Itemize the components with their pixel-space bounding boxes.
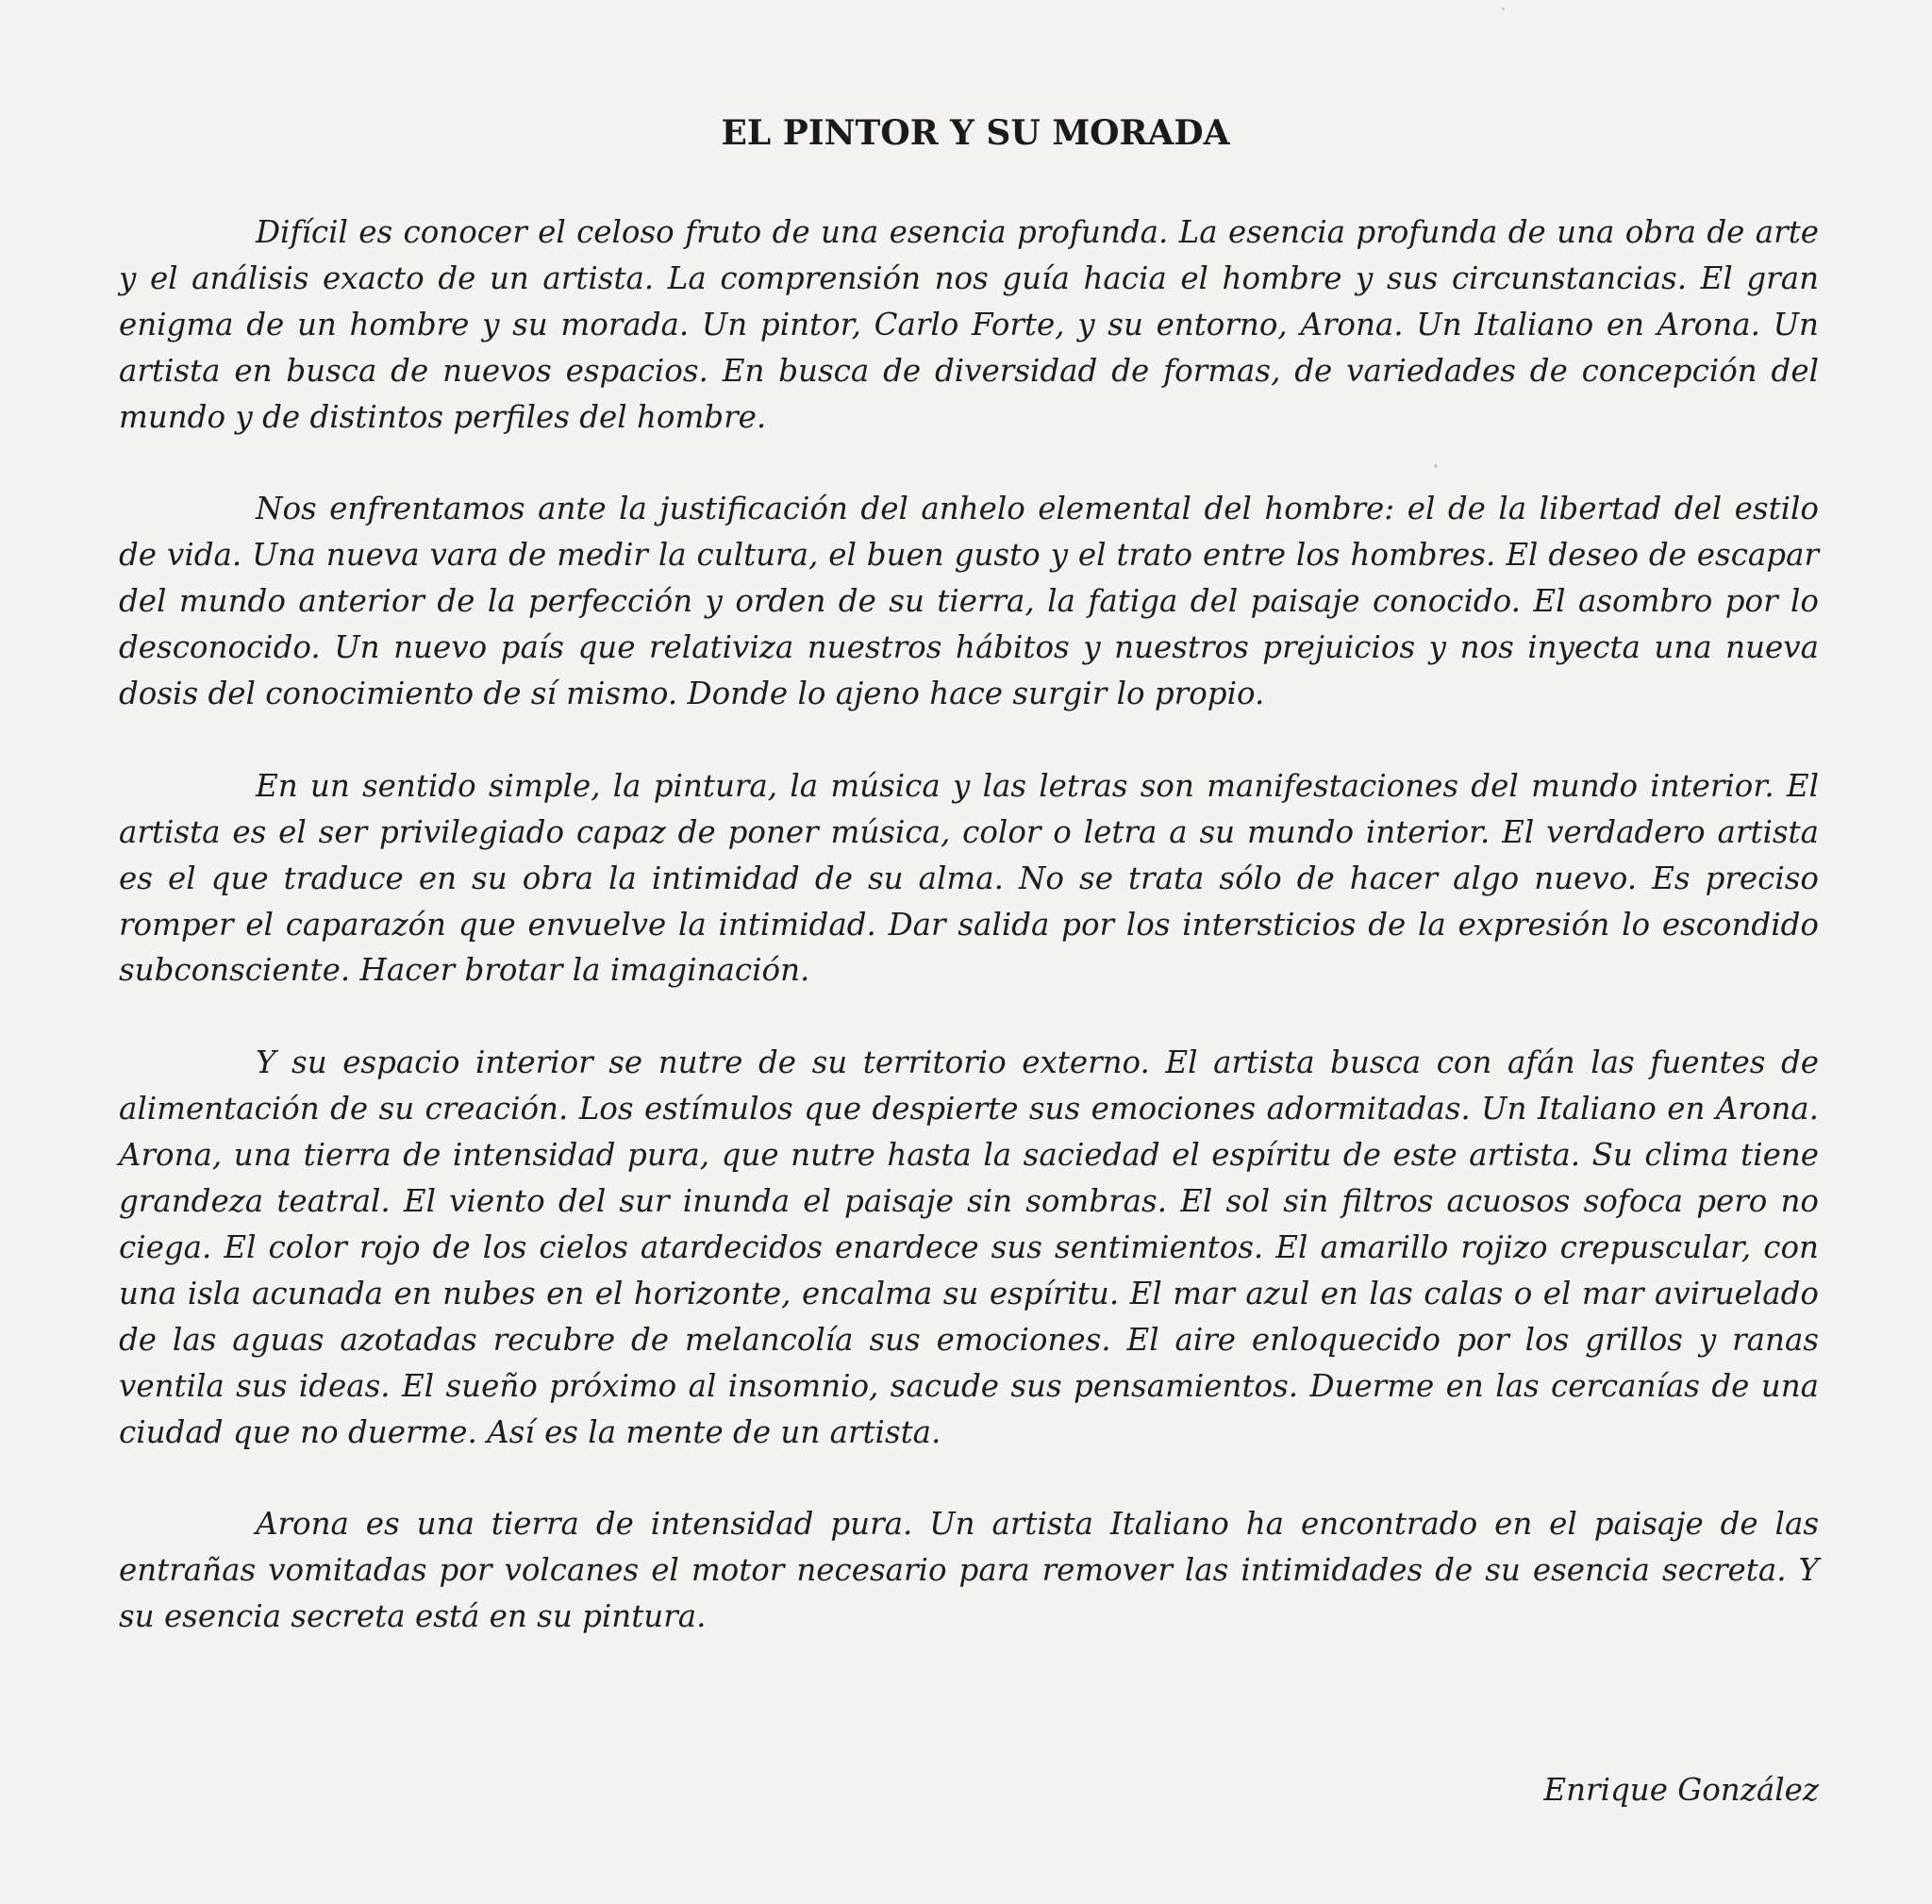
paragraph-1: Difícil es conocer el celoso fruto de una esencia profunda. La esencia profunda de una obra de arte y el análisis exacto de un artista. La comprensión nos guía hacia el hombre y sus circunstancias. El gran enigma de un hombre y su morada. Un pintor, Carlo Forte, y su entorno, Arona. Un Italiano en Arona. Un artista en busca de nuevos espacios. En busca de diversidad de formas, de variedades de concepción del mundo y de distintos perfiles del hombre. (119, 214, 1819, 435)
paragraph-5: Arona es una tierra de intensidad pura. Un artista Italiano ha encontrado en el paisaje de las entrañas vomitadas por volcanes el motor necesario para remover las intimidades de su esencia secreta. Y su esencia secreta está en su pintura. (119, 1506, 1819, 1635)
paper-speck (1502, 8, 1505, 10)
paper-speck (1434, 464, 1438, 468)
paragraph-2: Nos enfrentamos ante la justificación del anhelo elemental del hombre: el de la libertad del estilo de vida. Una nueva vara de medir la cultura, el buen gusto y el trato entre los hombres. El deseo de escapar del mundo anterior de la perfección y orden de su tierra, la fatiga del paisaje conocido. El asombro por lo desconocido. Un nuevo país que relativiza nuestros hábitos y nuestros prejuicios y nos inyecta una nueva dosis del conocimiento de sí mismo. Donde lo ajeno hace surgir lo propio. (119, 491, 1819, 712)
author-signature: Enrique González (1543, 1772, 1819, 1808)
document-title: EL PINTOR Y SU MORADA (721, 113, 1230, 153)
document-body (119, 209, 1819, 1686)
paragraph-4: Y su espacio interior se nutre de su territorio externo. El artista busca con afán las fuentes de alimentación de su creación. Los estímulos que despierte sus emociones adormitadas. Un Italiano en Arona. Arona, una tierra de intensidad pura, que nutre hasta la saciedad el espíritu de este artista. Su clima tiene grandeza teatral. El viento del sur inunda el paisaje sin sombras. El sol sin filtros acuosos sofoca pero no ciega. El color rojo de los cielos atardecidos enardece sus sentimientos. El amarillo rojizo crepuscular, con una isla acunada en nubes en el horizonte, encalma su espíritu. El mar azul en las calas o el mar aviruelado de las aguas azotadas recubre de melancolía sus emociones. El aire enloquecido por los grillos y ranas ventila sus ideas. El sueño próximo al insomnio, sacude sus pensamientos. Duerme en las cercanías de una ciudad que no duerme. Así es la mente de un artista. (119, 1044, 1819, 1450)
paragraph-3: En un sentido simple, la pintura, la música y las letras son manifestaciones del mundo interior. El artista es el ser privilegiado capaz de poner música, color o letra a su mundo interior. El verdadero artista es el que traduce en su obra la intimidad de su alma. No se trata sólo de hacer algo nuevo. Es preciso romper el caparazón que envuelve la intimidad. Dar salida por los intersticios de la expresión lo escondido subconsciente. Hacer brotar la imaginación. (119, 767, 1819, 989)
